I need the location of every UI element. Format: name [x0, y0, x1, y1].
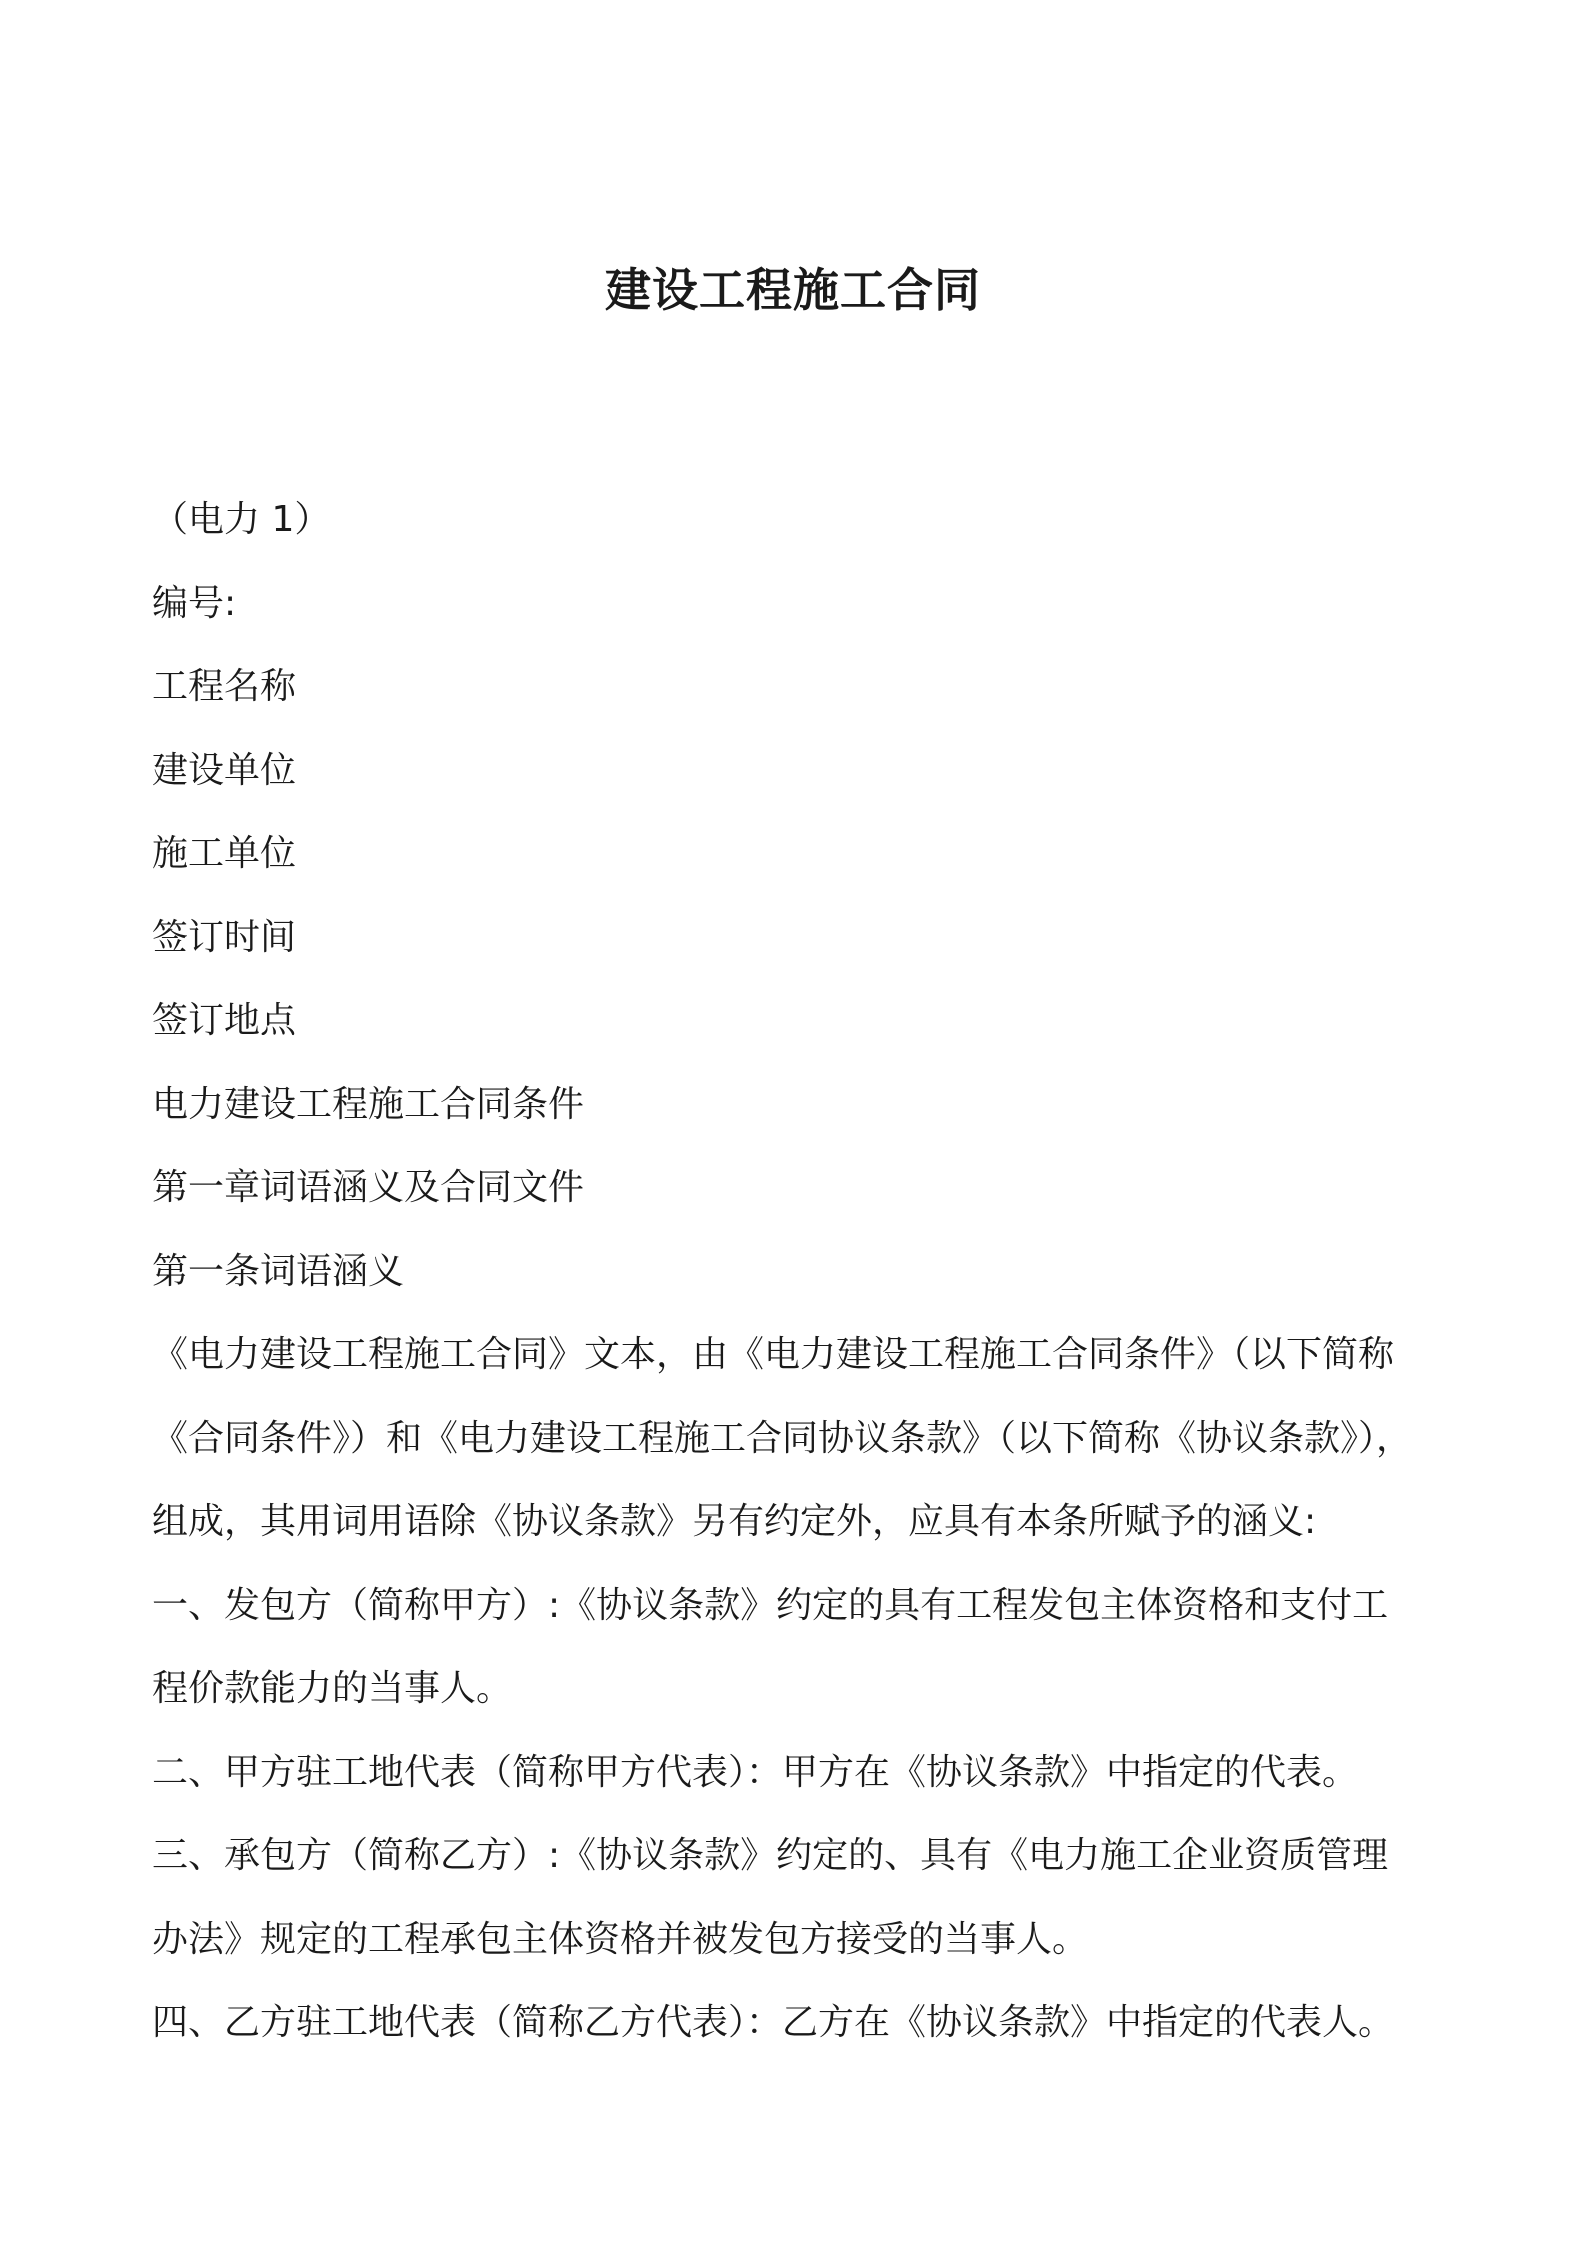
clause-three-line: 办法》规定的工程承包主体资格并被发包方接受的当事人。	[152, 1918, 1089, 1960]
line-number: 编号:	[152, 582, 237, 624]
line-contract-conditions: 电力建设工程施工合同条件	[152, 1083, 585, 1125]
document-title: 建设工程施工合同	[605, 263, 981, 317]
clause-three-line: 三、承包方（简称乙方）:《协议条款》约定的、具有《电力施工企业资质管理	[152, 1835, 1389, 1876]
line-article-one: 第一条词语涵义	[152, 1250, 405, 1292]
clause-four-line: 四、乙方驻工地代表（简称乙方代表）：乙方在《协议条款》中指定的代表人。	[152, 2002, 1395, 2043]
clause-one-line: 一、发包方（简称甲方）:《协议条款》约定的具有工程发包主体资格和支付工	[152, 1584, 1389, 1626]
line-construction-unit: 建设单位	[152, 749, 297, 791]
line-contractor-unit: 施工单位	[152, 833, 297, 874]
document-body	[152, 478, 1452, 2065]
line-signing-place: 签订地点	[152, 1000, 297, 1041]
paragraph-line: 组成，其用词用语除《协议条款》另有约定外，应具有本条所赋予的涵义:	[152, 1501, 1317, 1542]
clause-two-line: 二、甲方驻工地代表（简称甲方代表）：甲方在《协议条款》中指定的代表。	[152, 1751, 1359, 1793]
line-project-name: 工程名称	[152, 666, 297, 707]
line-signing-time: 签订时间	[152, 916, 297, 958]
line-chapter-one: 第一章词语涵义及合同文件	[152, 1167, 585, 1208]
paragraph-line: 《电力建设工程施工合同》文本，由《电力建设工程施工合同条件》（以下简称	[152, 1334, 1395, 1375]
clause-one-line: 程价款能力的当事人。	[152, 1668, 513, 1709]
paragraph-line: 《合同条件》）和《电力建设工程施工合同协议条款》（以下简称《协议条款》），	[152, 1417, 1413, 1459]
line-electric-1: （电力 1）	[152, 499, 331, 540]
